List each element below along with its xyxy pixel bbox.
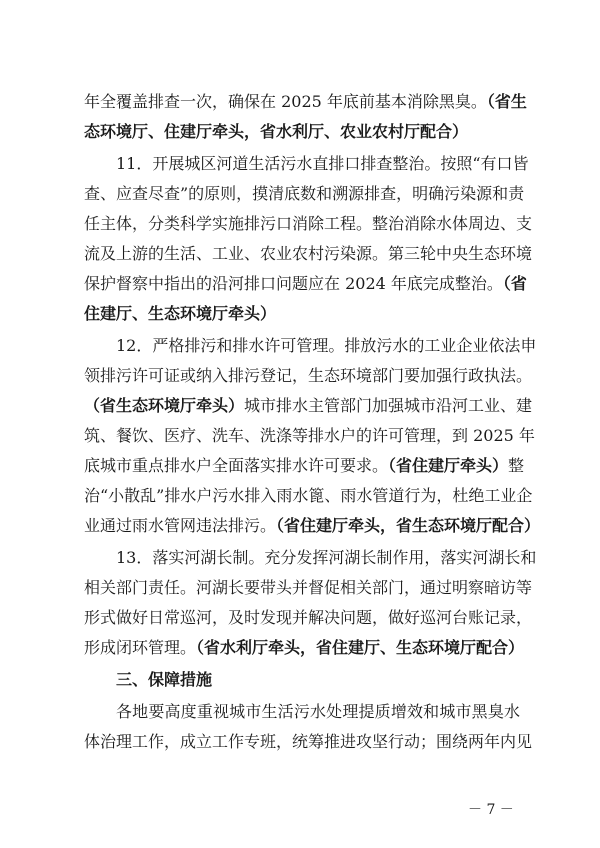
item-13-title-line: 13．落实河湖长制。充分发挥河湖长制作用，落实河湖长和 bbox=[116, 548, 537, 567]
responsible-dept-text: （省生态环境厅牵头） bbox=[84, 396, 245, 415]
item-12-title-line: 12．严格排污和排水许可管理。排放污水的工业企业依法申 bbox=[116, 336, 537, 355]
responsible-dept-text: 态环境厅、住建厅牵头，省水利厅、农业农村厅配合） bbox=[84, 122, 469, 141]
body-text: 业通过雨水管网违法排污。 bbox=[84, 516, 277, 535]
paragraph-line: 领排污许可证或纳入排污登记，生态环境部门要加强行政执法。 bbox=[84, 366, 533, 385]
body-text: 年全覆盖排查一次，确保在 2025 年底前基本消除黑臭。 bbox=[84, 92, 487, 111]
body-text: 城市排水主管部门加强城市沿河工业、建 bbox=[244, 396, 533, 415]
paragraph-line: 流及上游的生活、工业、农业农村污染源。第三轮中央生态环境 bbox=[84, 244, 533, 263]
paragraph-line bbox=[84, 638, 525, 658]
paragraph-line: 体治理工作，成立工作专班，统筹推进攻坚行动；围绕两年内见 bbox=[84, 732, 533, 751]
item-11-title-line: 11．开展城区河道生活污水直排口排查整治。按照“有口皆 bbox=[116, 154, 529, 173]
body-text: 底城市重点排水户全面落实排水许可要求。 bbox=[84, 456, 389, 475]
paragraph-line: 筑、餐饮、医疗、洗车、洗涤等排水户的许可管理，到 2025 年 bbox=[84, 426, 535, 445]
paragraph-line bbox=[84, 92, 527, 112]
paragraph-line bbox=[84, 304, 520, 324]
body-text: 整 bbox=[508, 456, 525, 475]
paragraph-line bbox=[84, 516, 541, 536]
responsible-dept-text: （省水利厅牵头，省住建厅、生态环境厅配合） bbox=[196, 638, 525, 657]
paragraph-line: 各地要高度重视城市生活污水处理提质增效和城市黑臭水 bbox=[116, 702, 520, 721]
paragraph-line bbox=[84, 274, 527, 294]
responsible-dept-text: 住建厅、生态环境厅牵头） bbox=[84, 304, 277, 323]
section-heading: 三、保障措施 bbox=[116, 670, 213, 689]
page-number: － 7 － bbox=[468, 802, 514, 818]
responsible-dept-text: （省住建厅牵头，省生态环境厅配合） bbox=[276, 516, 541, 535]
paragraph-line: 治“小散乱”排水户污水排入雨水篦、雨水管道行为，杜绝工业企 bbox=[84, 486, 533, 505]
paragraph-line bbox=[84, 456, 525, 476]
paragraph-line: 形式做好日常巡河，及时发现并解决问题，做好巡河台账记录， bbox=[84, 608, 533, 627]
body-text: 形成闭环管理。 bbox=[84, 638, 197, 657]
paragraph-line bbox=[84, 122, 520, 142]
paragraph-line bbox=[84, 396, 533, 416]
responsible-dept-text: （省住建厅牵头） bbox=[388, 456, 509, 475]
paragraph-line: 任主体，分类科学实施排污口消除工程。整治消除水体周边、支 bbox=[84, 214, 533, 233]
paragraph-line: 查、应查尽查”的原则，摸清底数和溯源排查，明确污染源和责 bbox=[84, 184, 525, 203]
responsible-dept-text: （省生 bbox=[486, 92, 527, 111]
paragraph-line: 相关部门责任。河湖长要带头并督促相关部门，通过明察暗访等 bbox=[84, 578, 533, 597]
responsible-dept-text: （省 bbox=[502, 274, 527, 293]
body-text: 保护督察中指出的沿河排口问题应在 2024 年底完成整治。 bbox=[84, 274, 503, 293]
